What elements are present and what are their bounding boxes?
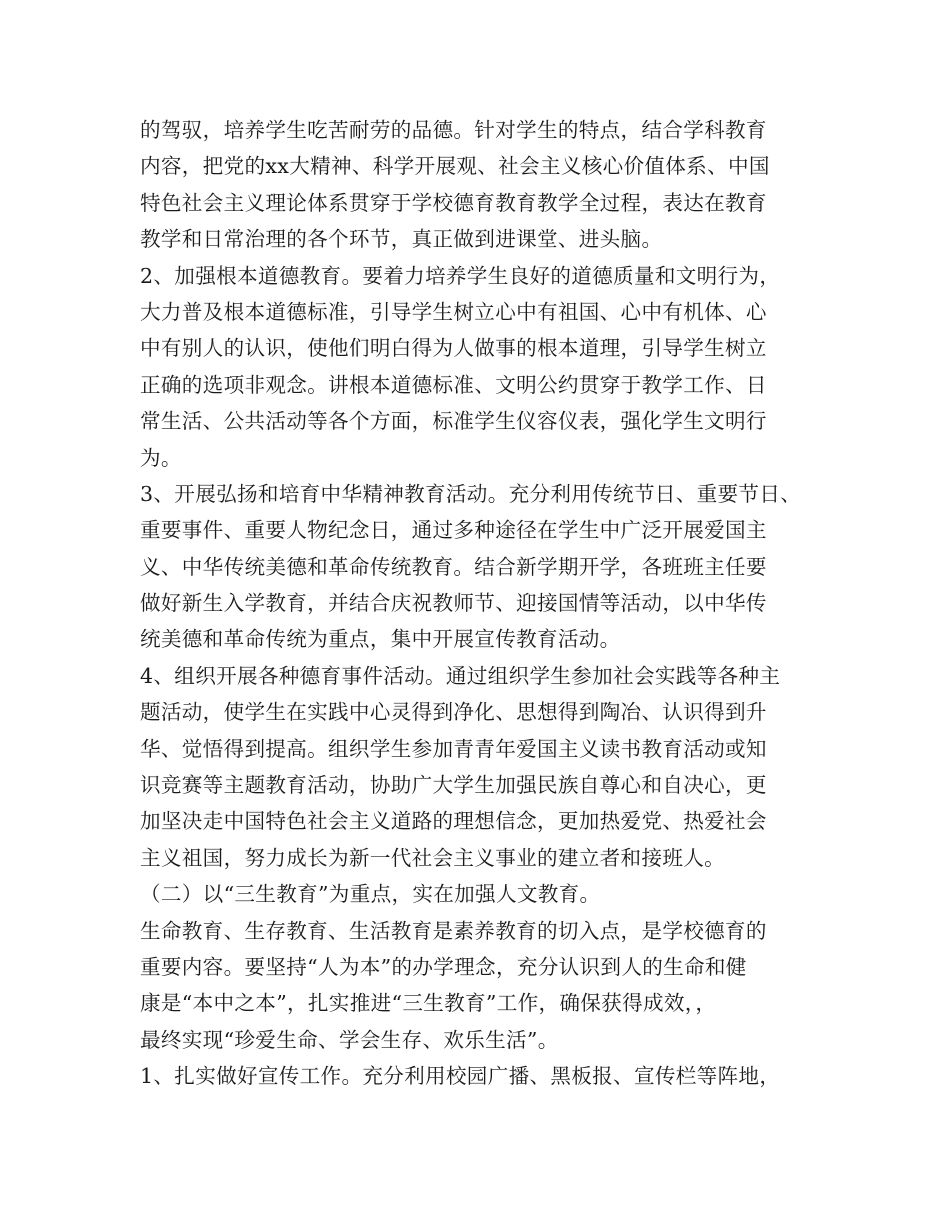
text-line: 1、扎实做好宣传工作。充分利用校园广播、黑板报、宣传栏等阵地， xyxy=(140,1064,781,1089)
document-body-text xyxy=(140,112,840,1095)
text-line: 特色社会主义理论体系贯穿于学校德育教育教学全过程，表达在教育 xyxy=(140,190,767,215)
text-line: 内容，把党的xx大精神、科学开展观、社会主义核心价值体系、中国 xyxy=(140,154,770,179)
text-line: 做好新生入学教育，并结合庆祝教师节、迎接国情等活动，以中华传 xyxy=(140,591,767,616)
text-line: 3、开展弘扬和培育中华精神教育活动。充分利用传统节日、重要节日、 xyxy=(140,481,802,506)
text-line: 生命教育、生存教育、生活教育是素养教育的切入点，是学校德育的 xyxy=(140,918,767,943)
text-line: 正确的选项非观念。讲根本道德标准、文明公约贯穿于教学工作、日 xyxy=(140,372,767,397)
text-line: 常生活、公共活动等各个方面，标准学生仪容仪表，强化学生文明行 xyxy=(140,409,767,434)
text-line: 重要事件、重要人物纪念日，通过多种途径在学生中广泛开展爱国主 xyxy=(140,518,767,543)
text-line: 主义祖国，努力成长为新一代社会主义事业的建立者和接班人。 xyxy=(140,845,726,870)
text-line: 题活动，使学生在实践中心灵得到净化、思想得到陶冶、认识得到升 xyxy=(140,700,767,725)
text-line: 2、加强根本道德教育。要着力培养学生良好的道德质量和文明行为， xyxy=(140,263,781,288)
text-line: 教学和日常治理的各个环节，真正做到进课堂、进头脑。 xyxy=(140,227,663,252)
text-line: 4、组织开展各种德育事件活动。通过组织学生参加社会实践等各种主 xyxy=(140,663,781,688)
text-line: 华、觉悟得到提高。组织学生参加青青年爱国主义读书教育活动或知 xyxy=(140,736,767,761)
text-line: 康是“本中之本”，扎实推进“三生教育”工作，确保获得成效，， xyxy=(140,991,717,1016)
text-line: （二）以“三生教育”为重点，实在加强人文教育。 xyxy=(140,882,601,907)
text-line: 重要内容。要坚持“人为本”的办学理念，充分认识到人的生命和健 xyxy=(140,954,747,979)
text-line: 大力普及根本道德标准，引导学生树立心中有祖国、心中有机体、心 xyxy=(140,299,767,324)
text-line: 最终实现“珍爱生命、学会生存、欢乐生活”。 xyxy=(140,1027,559,1052)
text-line: 为。 xyxy=(140,445,182,470)
text-line: 加坚决走中国特色社会主义道路的理想信念，更加热爱党、热爱社会 xyxy=(140,809,767,834)
text-line: 识竞赛等主题教育活动，协助广大学生加强民族自尊心和自决心，更 xyxy=(140,773,767,798)
text-line: 的驾驭，培养学生吃苦耐劳的品德。针对学生的特点，结合学科教育 xyxy=(140,118,767,142)
text-line: 统美德和革命传统为重点，集中开展宣传教育活动。 xyxy=(140,627,621,652)
text-line: 中有别人的认识，使他们明白得为人做事的根本道理，引导学生树立 xyxy=(140,336,767,361)
text-line: 义、中华传统美德和革命传统教育。结合新学期开学，各班班主任要 xyxy=(140,554,767,579)
